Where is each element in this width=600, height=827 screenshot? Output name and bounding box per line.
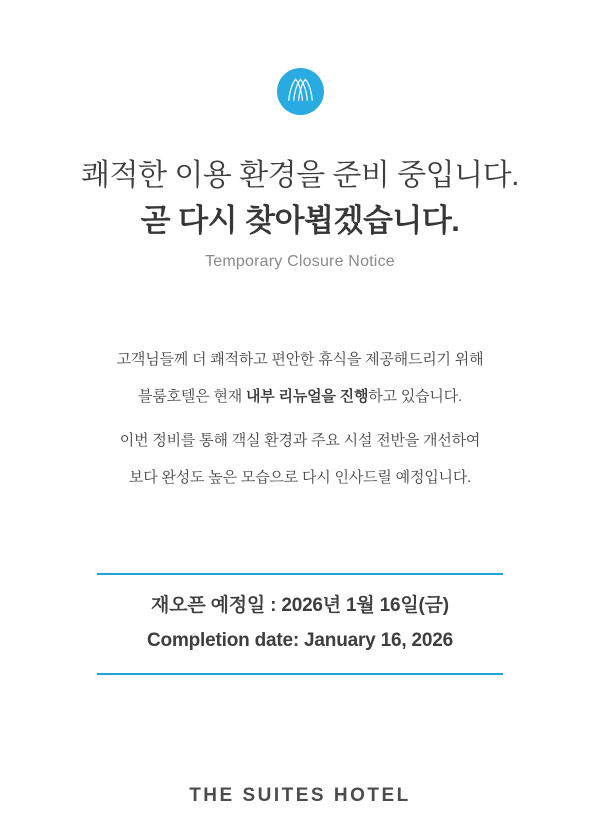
completion-date-english: Completion date: January 16, 2026: [147, 630, 453, 652]
paragraph-2-line-2: 보다 완성도 높은 모습으로 다시 인사드릴 예정입니다.: [128, 469, 472, 487]
notice-paragraph-1: [0, 341, 600, 415]
notice-title-line2: 곧 다시 찾아뵙겠습니다.: [140, 202, 460, 238]
hotel-name: THE SUITES HOTEL: [189, 785, 411, 807]
renewal-highlight: 내부 리뉴얼을 진행: [246, 388, 369, 406]
notice-paragraph-2: [0, 422, 600, 496]
notice-title-line1: 쾌적한 이용 환경을 준비 중입니다.: [81, 159, 519, 192]
arches-logo-icon: [277, 68, 324, 115]
paragraph-1-line-2: 블룸호텔은 현재 내부 리뉴얼을 진행하고 있습니다.: [138, 388, 462, 406]
reopen-schedule-box: [97, 573, 503, 675]
notice-subtitle: Temporary Closure Notice: [205, 253, 395, 271]
reopen-date-korean: 재오픈 예정일 : 2026년 1월 16일(금): [151, 595, 449, 617]
paragraph-1-line-1: 고객님들께 더 쾌적하고 편안한 휴식을 제공해드리기 위해: [116, 351, 484, 369]
paragraph-2-line-1: 이번 정비를 통해 객실 환경과 주요 시설 전반을 개선하여: [119, 432, 481, 450]
brand-logo: [0, 0, 600, 115]
